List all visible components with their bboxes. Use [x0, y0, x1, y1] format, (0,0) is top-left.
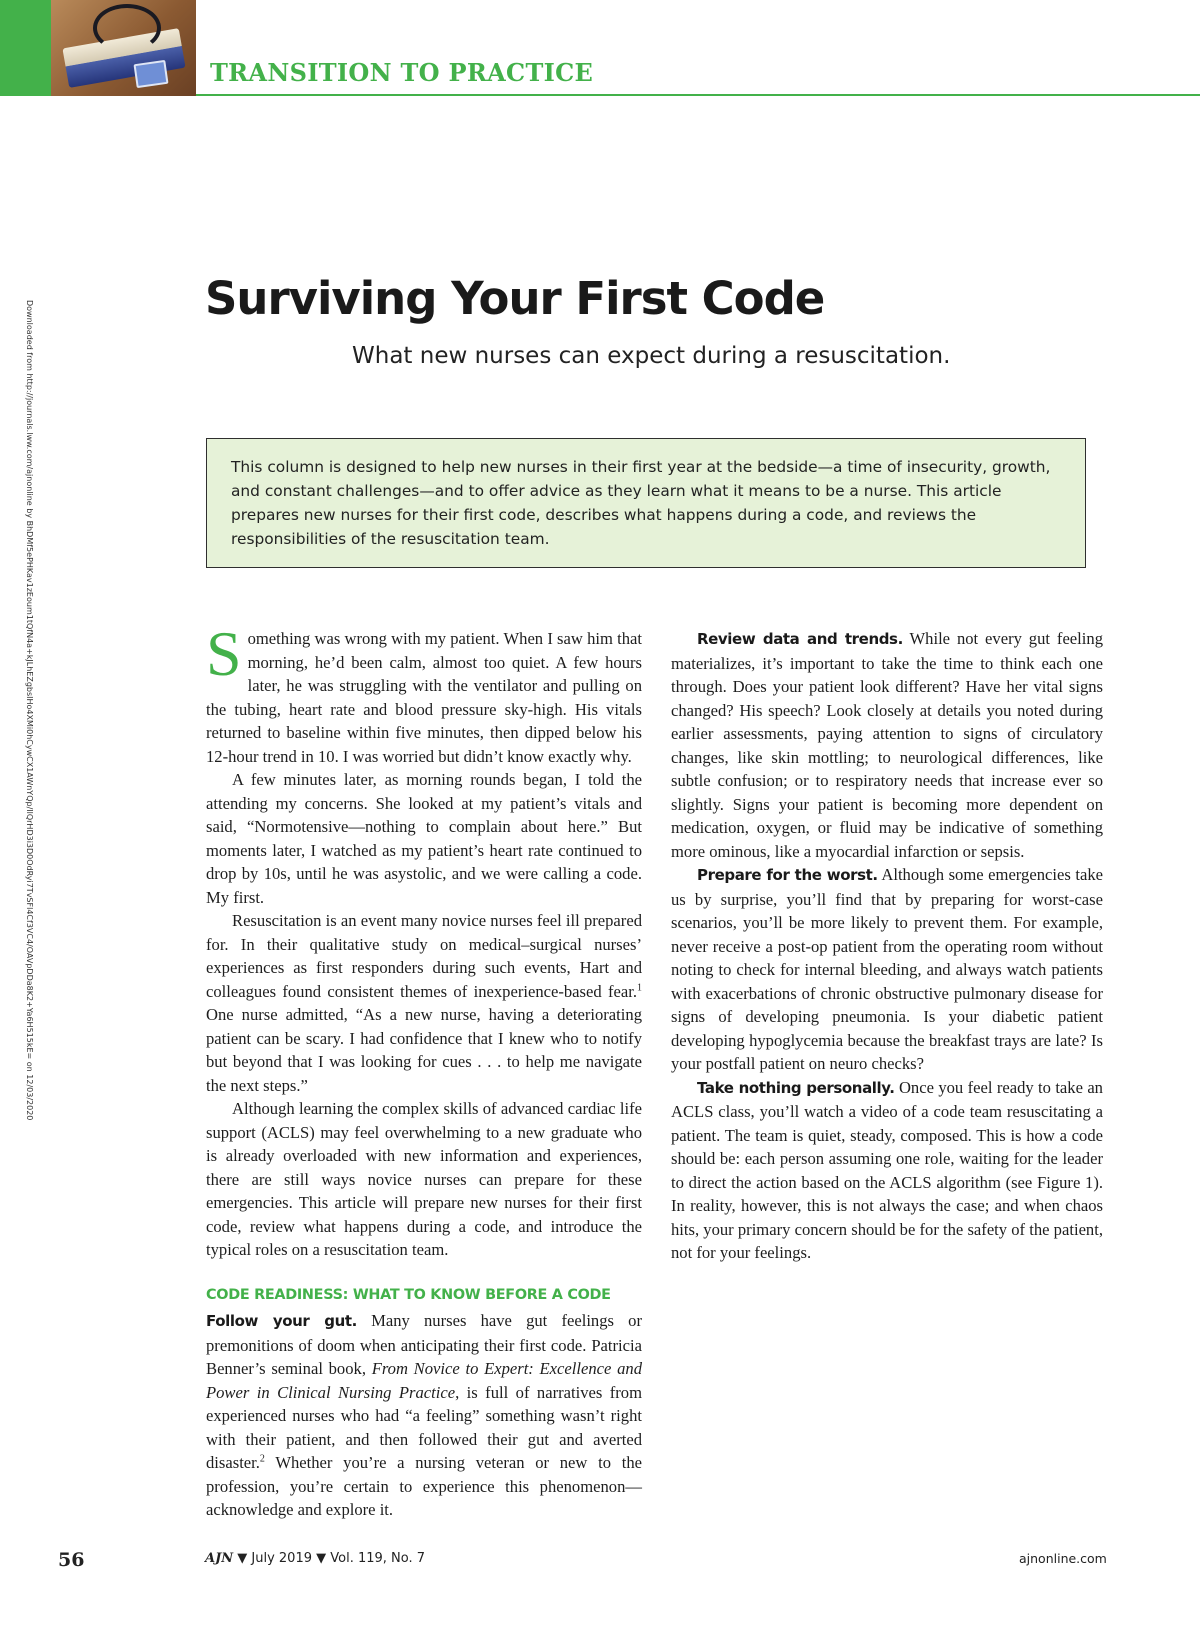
stethoscope-shape — [93, 4, 161, 52]
journal-issue: ▼ July 2019 ▼ Vol. 119, No. 7 — [233, 1551, 426, 1566]
drop-cap: S — [206, 618, 242, 689]
paragraph-3-text-b: One nurse admitted, “As a new nurse, having a deteriorating patient can be scary. I had confidence that I knew who to notify but beyond that I was looking for cues . . . to help me navigate the next steps.” — [206, 1005, 642, 1095]
paragraph-5 — [206, 1309, 642, 1522]
paragraph-2: A few minutes later, as morning rounds began, I told the attending my concerns. She looked at my patient’s vitals and said, “Normotensive—nothing to complain about here.” But moments later, I watched as my patient’s heart rate continued to drop by 10s, until he was asystolic, and we were calling a code. My first. — [206, 770, 642, 907]
paragraph-8 — [671, 1076, 1103, 1265]
paragraph-6-text: While not every gut feeling materializes, it’s important to take the time to think each one through. Does your patient look different? Have her vital signs changed? His speech? Look closely at details you noted during earlier assessments, paying attention to signs of circulatory changes, like skin mottling; to neurological differences, like subtle confusion; or to respiratory needs that increase ever so slightly. Signs your patient is becoming more dependent on medication, oxygen, or fluid may be indicative of something more ominous, like a myocardial infarction or sepsis. — [671, 629, 1103, 861]
page-number: 56 — [58, 1549, 85, 1571]
website-link[interactable]: ajnonline.com — [1019, 1551, 1107, 1566]
paragraph-6 — [671, 627, 1103, 863]
journal-citation — [205, 1551, 425, 1566]
paragraph-3 — [206, 909, 642, 1097]
paragraph-5-text-c: Whether you’re a nursing veteran or new to the profession, you’re certain to experience this phenomenon—acknowledge and explore it. — [206, 1453, 642, 1519]
section-label: TRANSITION TO PRACTICE — [210, 58, 594, 87]
body-column-left — [206, 618, 643, 1522]
paragraph-5-text-b: , is full of narratives from experienced nurses who had “a feeling” something wasn’t right with their patient, and then followed their gut and averted disaster. — [206, 1382, 643, 1472]
journal-name: AJN — [205, 1551, 234, 1566]
paragraph-1-text: omething was wrong with my patient. When I saw him that morning, he’d been calm, almost too quiet. A few hours later, he was struggling with the ventilator and pulling on the tubing, heart rate and blood pressure sky-high. His vitals returned to baseline within five minutes, then dipped below his 12-hour trend in 10. I was worried but didn’t know exactly why. — [206, 629, 642, 766]
reference-2: 2 — [259, 1453, 265, 1465]
paragraph-7-text: Although some emergencies take us by surprise, you’ll find that by preparing for worst-case scenarios, you’ll be more likely to prevent them. For example, never receive a post-op patient from the operating room without noting to check for internal bleeding, and always watch patients with exacerbations of chronic obstructive pulmonary disease for signs of developing pneumonia. Is your diabetic patient developing hypoglycemia because the breakfast trays are late? Is your postfall patient on neuro checks? — [671, 865, 1103, 1073]
abstract-text: This column is designed to help new nurses in their first year at the bedside—a time of insecurity, growth, and constant challenges—and to offer advice as they learn what it means to be a nurse. This article prepares new nurses for their first code, describes what happens during a code, and reviews the responsibilities of the resuscitation team. — [231, 458, 1051, 548]
paragraph-5-lead: Follow your gut. — [206, 1312, 357, 1330]
paragraph-7 — [671, 863, 1103, 1076]
body-column-right — [671, 627, 1103, 1265]
paragraph-5-text-a: Many nurses have gut feelings or premonitions of doom when anticipating their first code. Patricia Benner’s seminal book, — [206, 1311, 642, 1378]
header-green-bar — [0, 0, 51, 96]
header-rule — [196, 94, 1200, 96]
paragraph-4: Although learning the complex skills of advanced cardiac life support (ACLS) may feel overwhelming to a new graduate who is already overloaded with new information and experiences, there are still ways novice nurses can prepare for these emergencies. This article will prepare new nurses for their first code, review what happens during a code, and introduce the typical roles on a resuscitation team. — [206, 1099, 642, 1259]
badge-shape — [133, 60, 168, 88]
paragraph-3-text-a: Resuscitation is an event many novice nurses feel ill prepared for. In their qualitative study on medical–surgical nurses’ experiences as first responders during such events, Hart and colleagues found consistent themes of inexperience-based fear. — [206, 911, 642, 1001]
download-side-note — [4, 300, 34, 1310]
article-subtitle: What new nurses can expect during a resuscitation. — [352, 343, 951, 369]
book-stethoscope-photo — [51, 0, 196, 96]
abstract-box — [206, 438, 1086, 568]
reference-1: 1 — [637, 981, 642, 993]
paragraph-6-lead: Review data and trends. — [697, 630, 903, 648]
download-notice-text: Downloaded from http://journals.lww.com/ajnonline by BhDMf5ePHKav1zEoum1tQfN4a+kJLhEZgbsIHo4XMi0hCywCX1AWnYQp/IlQrHD3i3D0OdRyi7TvSFl4Cf3VC4/OAVpDDa8K2+Ya6H515kE= on 12/03/2020 — [25, 300, 34, 1121]
paragraph-1 — [206, 618, 642, 768]
book-title: From Novice to Expert: Excellence and Power in Clinical Nursing Practice — [206, 1359, 642, 1402]
section-heading: CODE READINESS: WHAT TO KNOW BEFORE A CODE — [206, 1286, 611, 1303]
paragraph-7-lead: Prepare for the worst. — [697, 866, 878, 884]
paragraph-8-text: Once you feel ready to take an ACLS class, you’ll watch a video of a code team resuscitating a patient. The team is quiet, steady, composed. This is how a code should be: each person assuming one role, waiting for the leader to direct the action based on the ACLS algorithm (see Figure 1). In reality, however, this is not always the case; and when chaos hits, your primary concern should be for the safety of the patient, not for your feelings. — [671, 1077, 1103, 1262]
paragraph-8-lead: Take nothing personally. — [697, 1078, 895, 1097]
article-title: Surviving Your First Code — [205, 272, 825, 325]
